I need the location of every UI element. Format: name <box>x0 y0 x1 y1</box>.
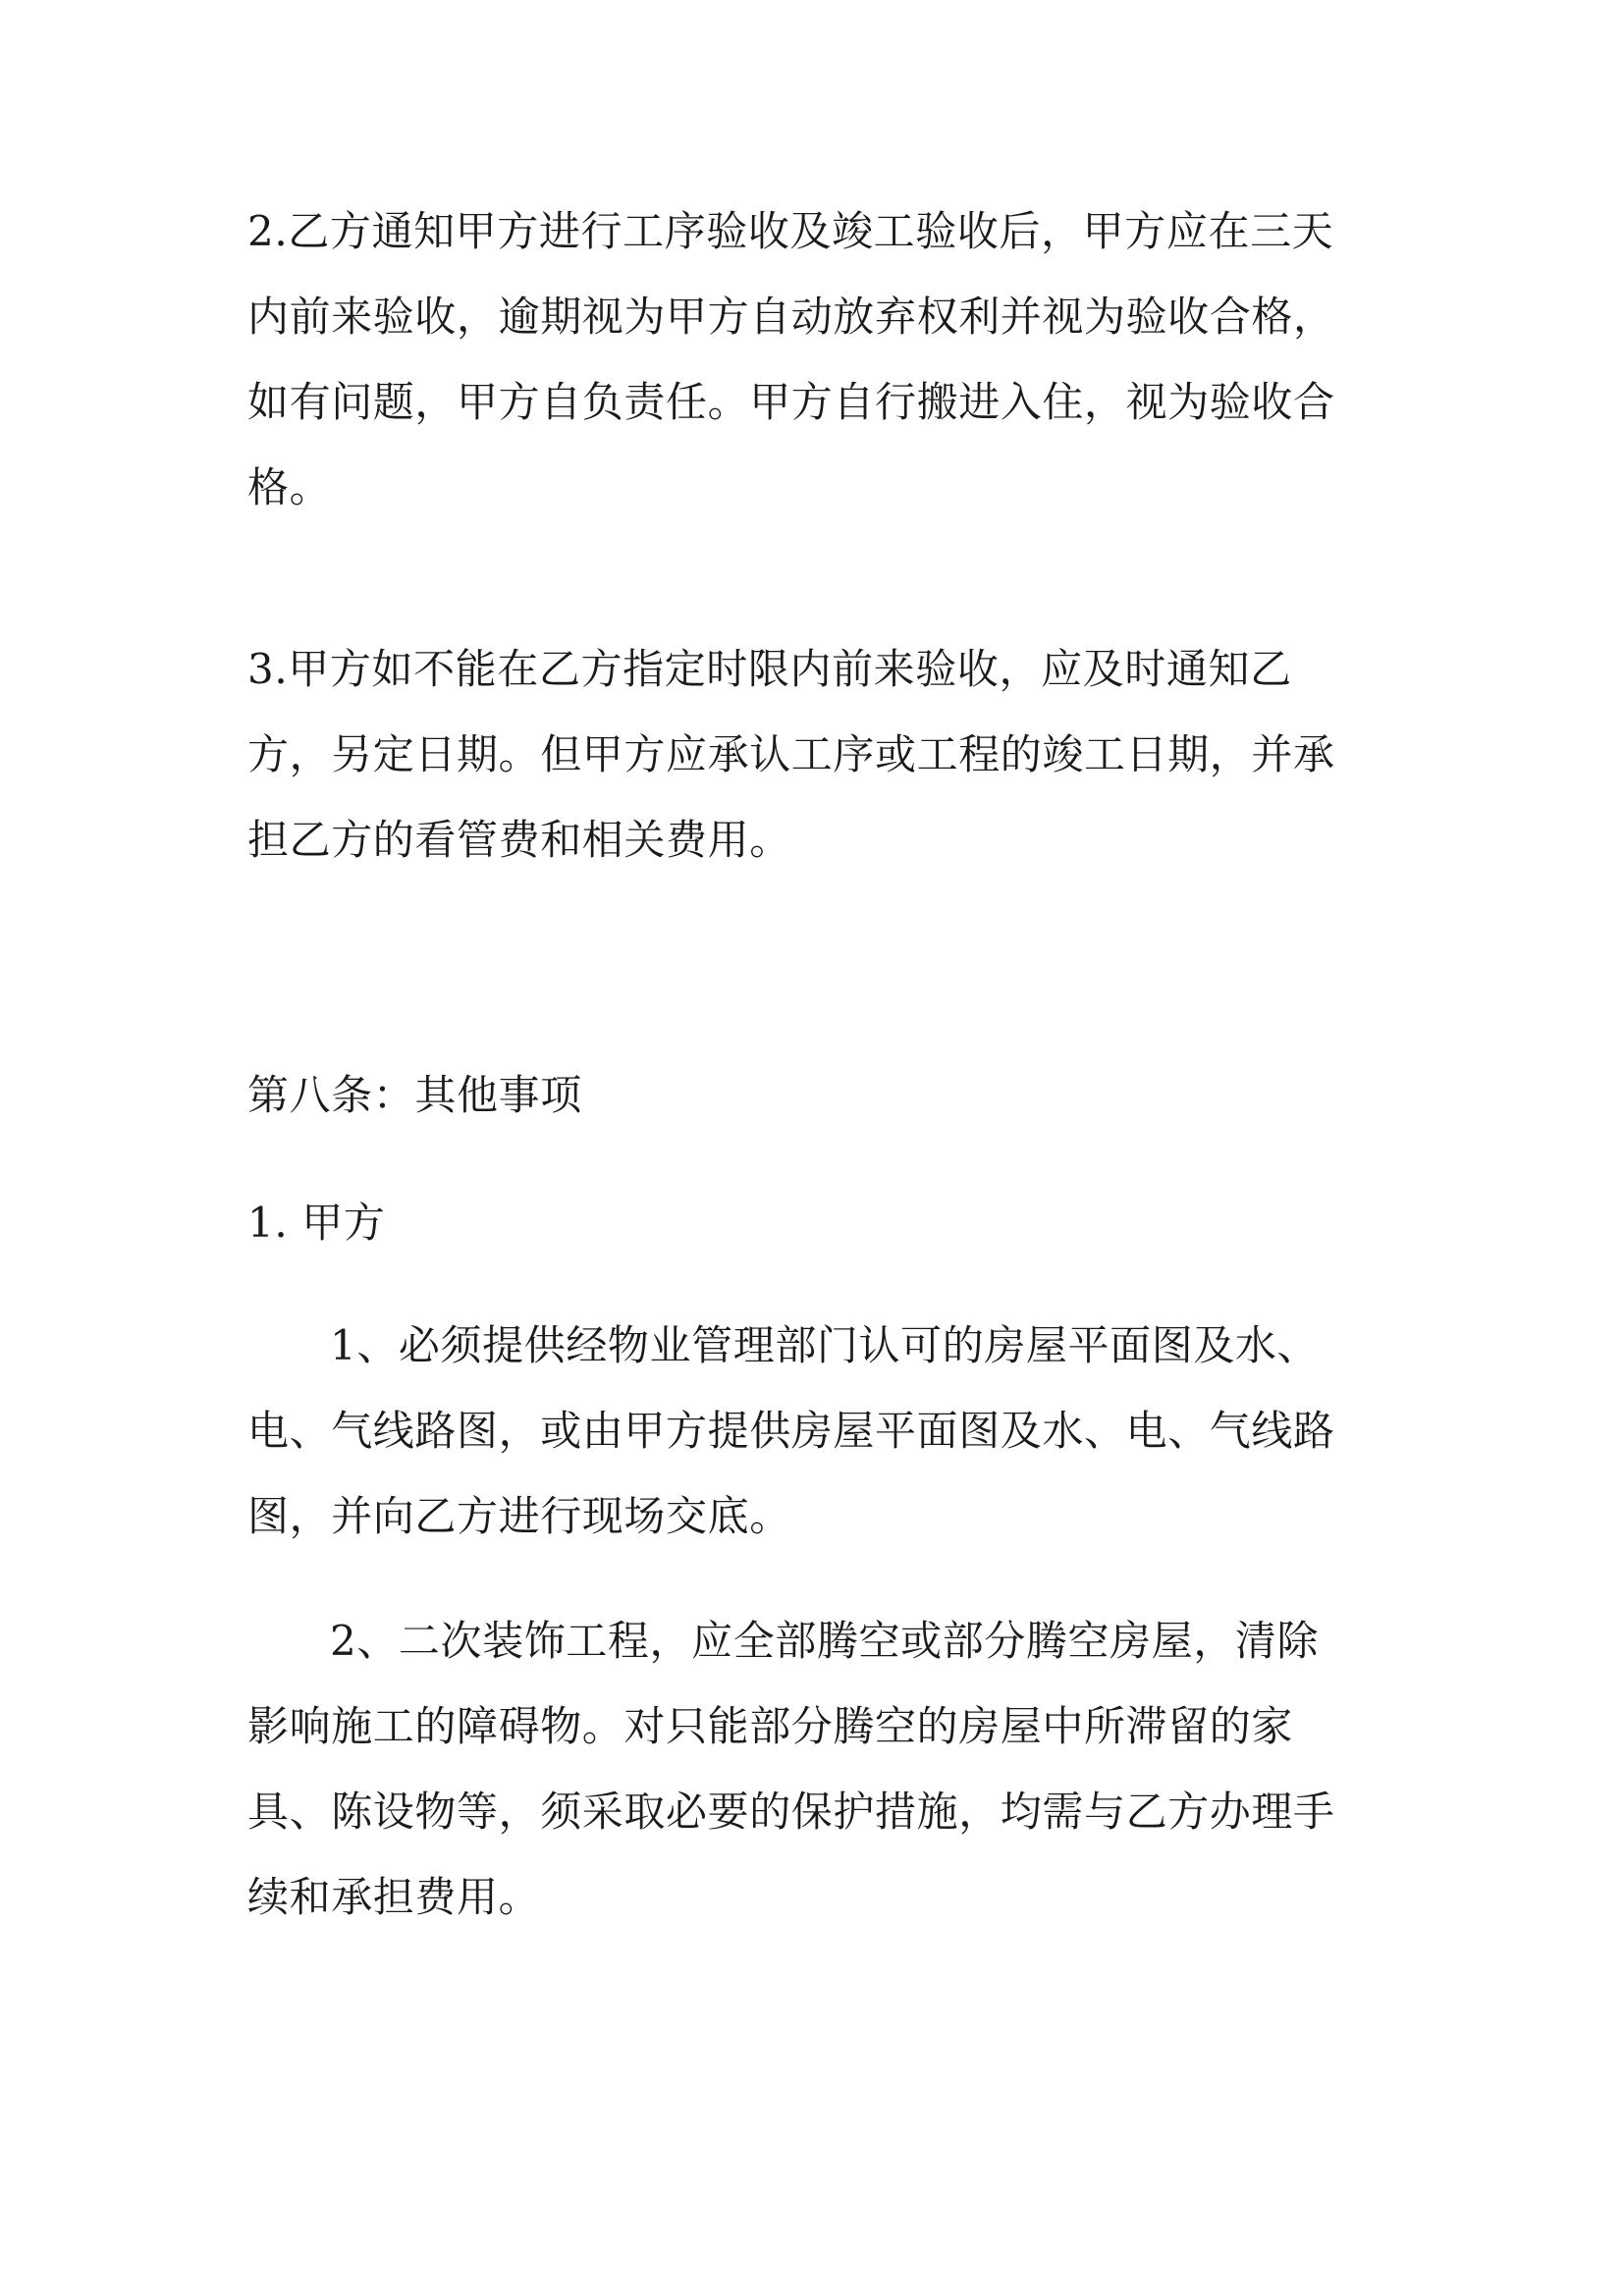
text-line: 具、陈设物等，须采取必要的保护措施，均需与乙方办理手 <box>247 1788 1335 1836</box>
text-line: 如有问题，甲方自负责任。甲方自行搬进入住，视为验收合 <box>247 378 1335 426</box>
subheading-text: 1. 甲方 <box>247 1199 386 1247</box>
text-line: 续和承担费用。 <box>247 1873 541 1921</box>
paragraph-party-a-item-1 <box>247 1303 1396 1559</box>
text-line: 格。 <box>247 463 332 511</box>
paragraph-clause-7-2 <box>247 188 1396 530</box>
article-heading <box>247 1052 1396 1138</box>
paragraph-clause-7-3 <box>247 626 1396 882</box>
paragraph-party-a-item-2 <box>247 1598 1396 1940</box>
text-line: 3.甲方如不能在乙方指定时限内前来验收，应及时通知乙 <box>247 645 1292 693</box>
text-line: 影响施工的障碍物。对只能部分腾空的房屋中所滞留的家 <box>247 1702 1294 1750</box>
text-line: 方，另定日期。但甲方应承认工序或工程的竣工日期，并承 <box>247 730 1335 778</box>
text-line: 图，并向乙方进行现场交底。 <box>247 1492 791 1540</box>
text-line: 担乙方的看管费和相关费用。 <box>247 816 791 864</box>
text-line: 2.乙方通知甲方进行工序验收及竣工验收后，甲方应在三天 <box>247 207 1334 255</box>
party-a-subheading <box>247 1180 1396 1265</box>
heading-text: 第八条：其他事项 <box>247 1071 582 1119</box>
text-line: 2、二次装饰工程，应全部腾空或部分腾空房屋，清除 <box>330 1617 1320 1665</box>
text-line: 电、气线路图，或由甲方提供房屋平面图及水、电、气线路 <box>247 1407 1335 1455</box>
text-line: 1、必须提供经物业管理部门认可的房屋平面图及水、 <box>330 1321 1320 1369</box>
text-line: 内前来验收，逾期视为甲方自动放弃权利并视为验收合格， <box>247 293 1335 341</box>
